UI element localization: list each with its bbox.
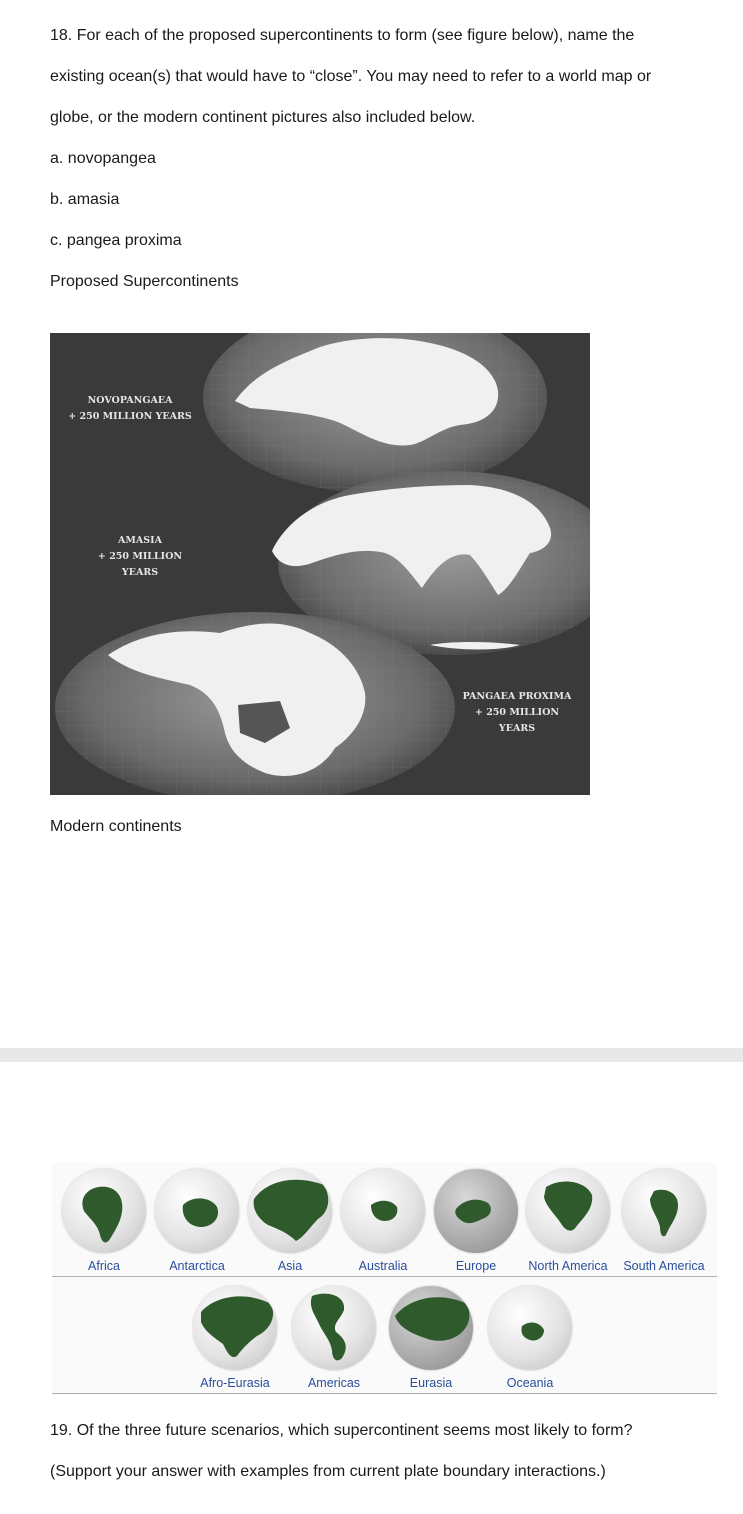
afro-eurasia-globe-icon [193,1286,277,1370]
modern-continents-heading: Modern continents [50,818,182,835]
globe-north-america[interactable] [520,1169,616,1273]
globe-americas[interactable] [286,1286,382,1390]
proposed-supercontinents-heading: Proposed Supercontinents [50,273,239,290]
south-america-globe-icon [622,1169,706,1253]
question-19-line-1: 19. Of the three future scenarios, which supercontinent seems most likely to form? [50,1422,633,1439]
option-c: c. pangea proxima [50,232,182,249]
globe-south-america[interactable] [616,1169,712,1273]
question-18-line-1: 18. For each of the proposed supercontinents to form (see figure below), name the [50,27,635,44]
question-18-line-2: existing ocean(s) that would have to “close”. You may need to refer to a world map or [50,68,652,85]
oceania-globe-icon [488,1286,572,1370]
option-b: b. amasia [50,191,120,208]
globe-oceania[interactable] [482,1286,578,1390]
page-divider [0,1048,743,1062]
question-18-line-3: globe, or the modern continent pictures also included below. [50,109,476,126]
amasia-label: AMASIA + 250 MILLION YEARS [97,535,183,578]
australia-link[interactable]: Australia [358,1259,408,1273]
americas-globe-icon [292,1286,376,1370]
asia-globe-icon [248,1169,332,1253]
globes-bottom-separator [52,1393,717,1394]
north-america-globe-icon [526,1169,610,1253]
australia-globe-icon [341,1169,425,1253]
europe-globe-icon [434,1169,518,1253]
globe-africa[interactable] [57,1169,151,1273]
north-america-link[interactable]: North America [528,1259,608,1273]
oceania-link[interactable]: Oceania [506,1376,554,1390]
novopangaea-label: NOVOPANGAEA + 250 MILLION YEARS [68,395,192,422]
globe-antarctica[interactable] [150,1169,244,1273]
africa-link[interactable]: Africa [88,1259,120,1273]
europe-link[interactable]: Europe [455,1259,497,1273]
afro-eurasia-link[interactable]: Afro-Eurasia [200,1376,270,1390]
americas-link[interactable]: Americas [307,1376,361,1390]
supercontinents-figure [50,333,590,795]
question-19-line-2: (Support your answer with examples from current plate boundary interactions.) [50,1463,606,1480]
antarctica-link[interactable]: Antarctica [169,1259,225,1273]
africa-globe-icon [62,1169,146,1253]
globe-afro-eurasia[interactable] [187,1286,283,1390]
antarctica-globe-icon [155,1169,239,1253]
globe-australia[interactable] [336,1169,430,1273]
globe-europe[interactable] [429,1169,523,1273]
asia-link[interactable]: Asia [277,1259,303,1273]
globe-eurasia[interactable] [383,1286,479,1390]
globe-asia[interactable] [243,1169,337,1273]
globes-row-separator [52,1276,717,1277]
eurasia-link[interactable]: Eurasia [409,1376,453,1390]
option-a: a. novopangea [50,150,156,167]
pangaea-proxima-label: PANGAEA PROXIMA + 250 MILLION YEARS [462,691,572,734]
eurasia-globe-icon [389,1286,473,1370]
south-america-link[interactable]: South America [623,1259,705,1273]
